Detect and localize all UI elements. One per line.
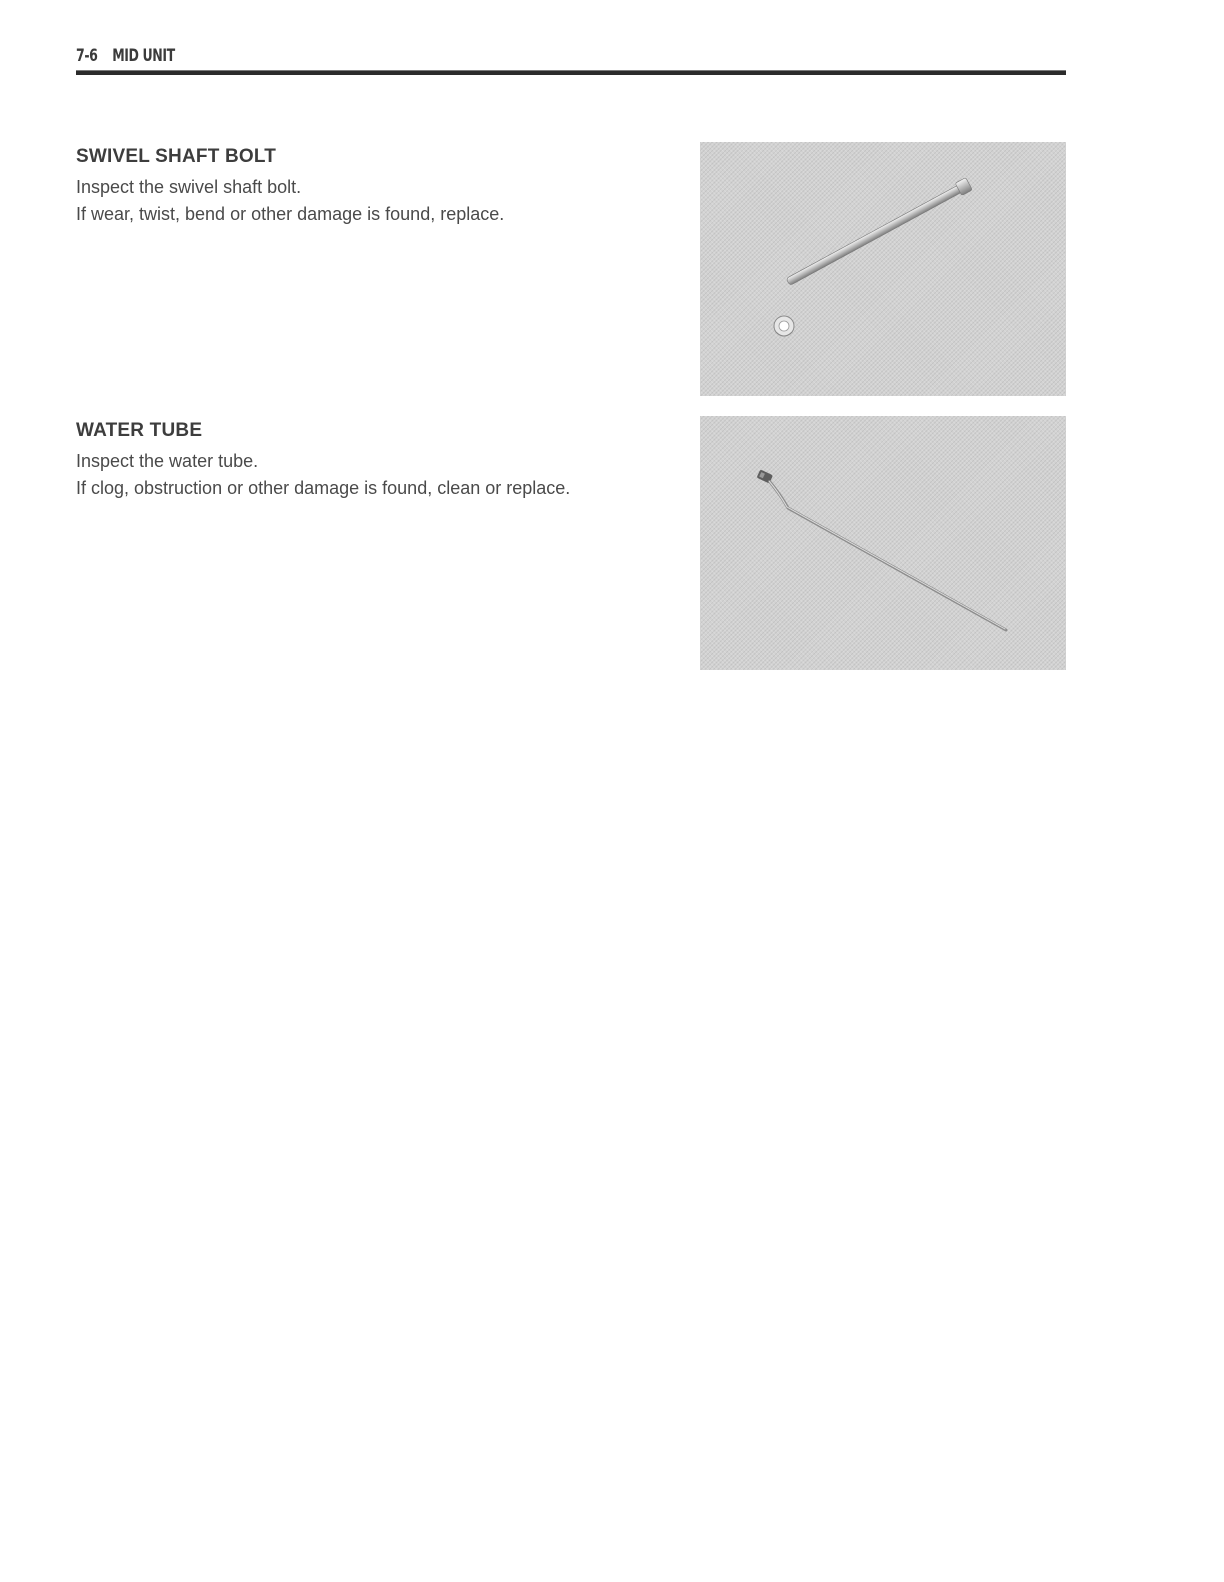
photo-swivel-shaft-bolt bbox=[700, 142, 1066, 396]
header-title bbox=[76, 46, 175, 66]
section-swivel-shaft-bolt bbox=[76, 146, 666, 228]
photo-water-tube bbox=[700, 416, 1066, 670]
bolt-illustration bbox=[700, 142, 1066, 396]
page-header bbox=[76, 46, 1066, 76]
page-number: 7-6 bbox=[76, 46, 98, 66]
instruction-line: If clog, obstruction or other damage is found, clean or replace. bbox=[76, 478, 571, 498]
water-tube-illustration bbox=[700, 416, 1066, 670]
bolt-shank bbox=[785, 178, 973, 289]
instruction-line: Inspect the water tube. bbox=[76, 451, 259, 471]
water-tube-line bbox=[770, 482, 1006, 630]
section-title: SWIVEL SHAFT BOLT bbox=[76, 146, 277, 167]
instruction-line: Inspect the swivel shaft bolt. bbox=[76, 177, 302, 197]
header-rule bbox=[76, 70, 1066, 75]
section-name: MID UNIT bbox=[112, 46, 175, 66]
section-water-tube bbox=[76, 420, 666, 502]
section-title: WATER TUBE bbox=[76, 420, 203, 441]
instruction-line: If wear, twist, bend or other damage is found, replace. bbox=[76, 204, 505, 224]
bolt-nut bbox=[774, 316, 794, 336]
